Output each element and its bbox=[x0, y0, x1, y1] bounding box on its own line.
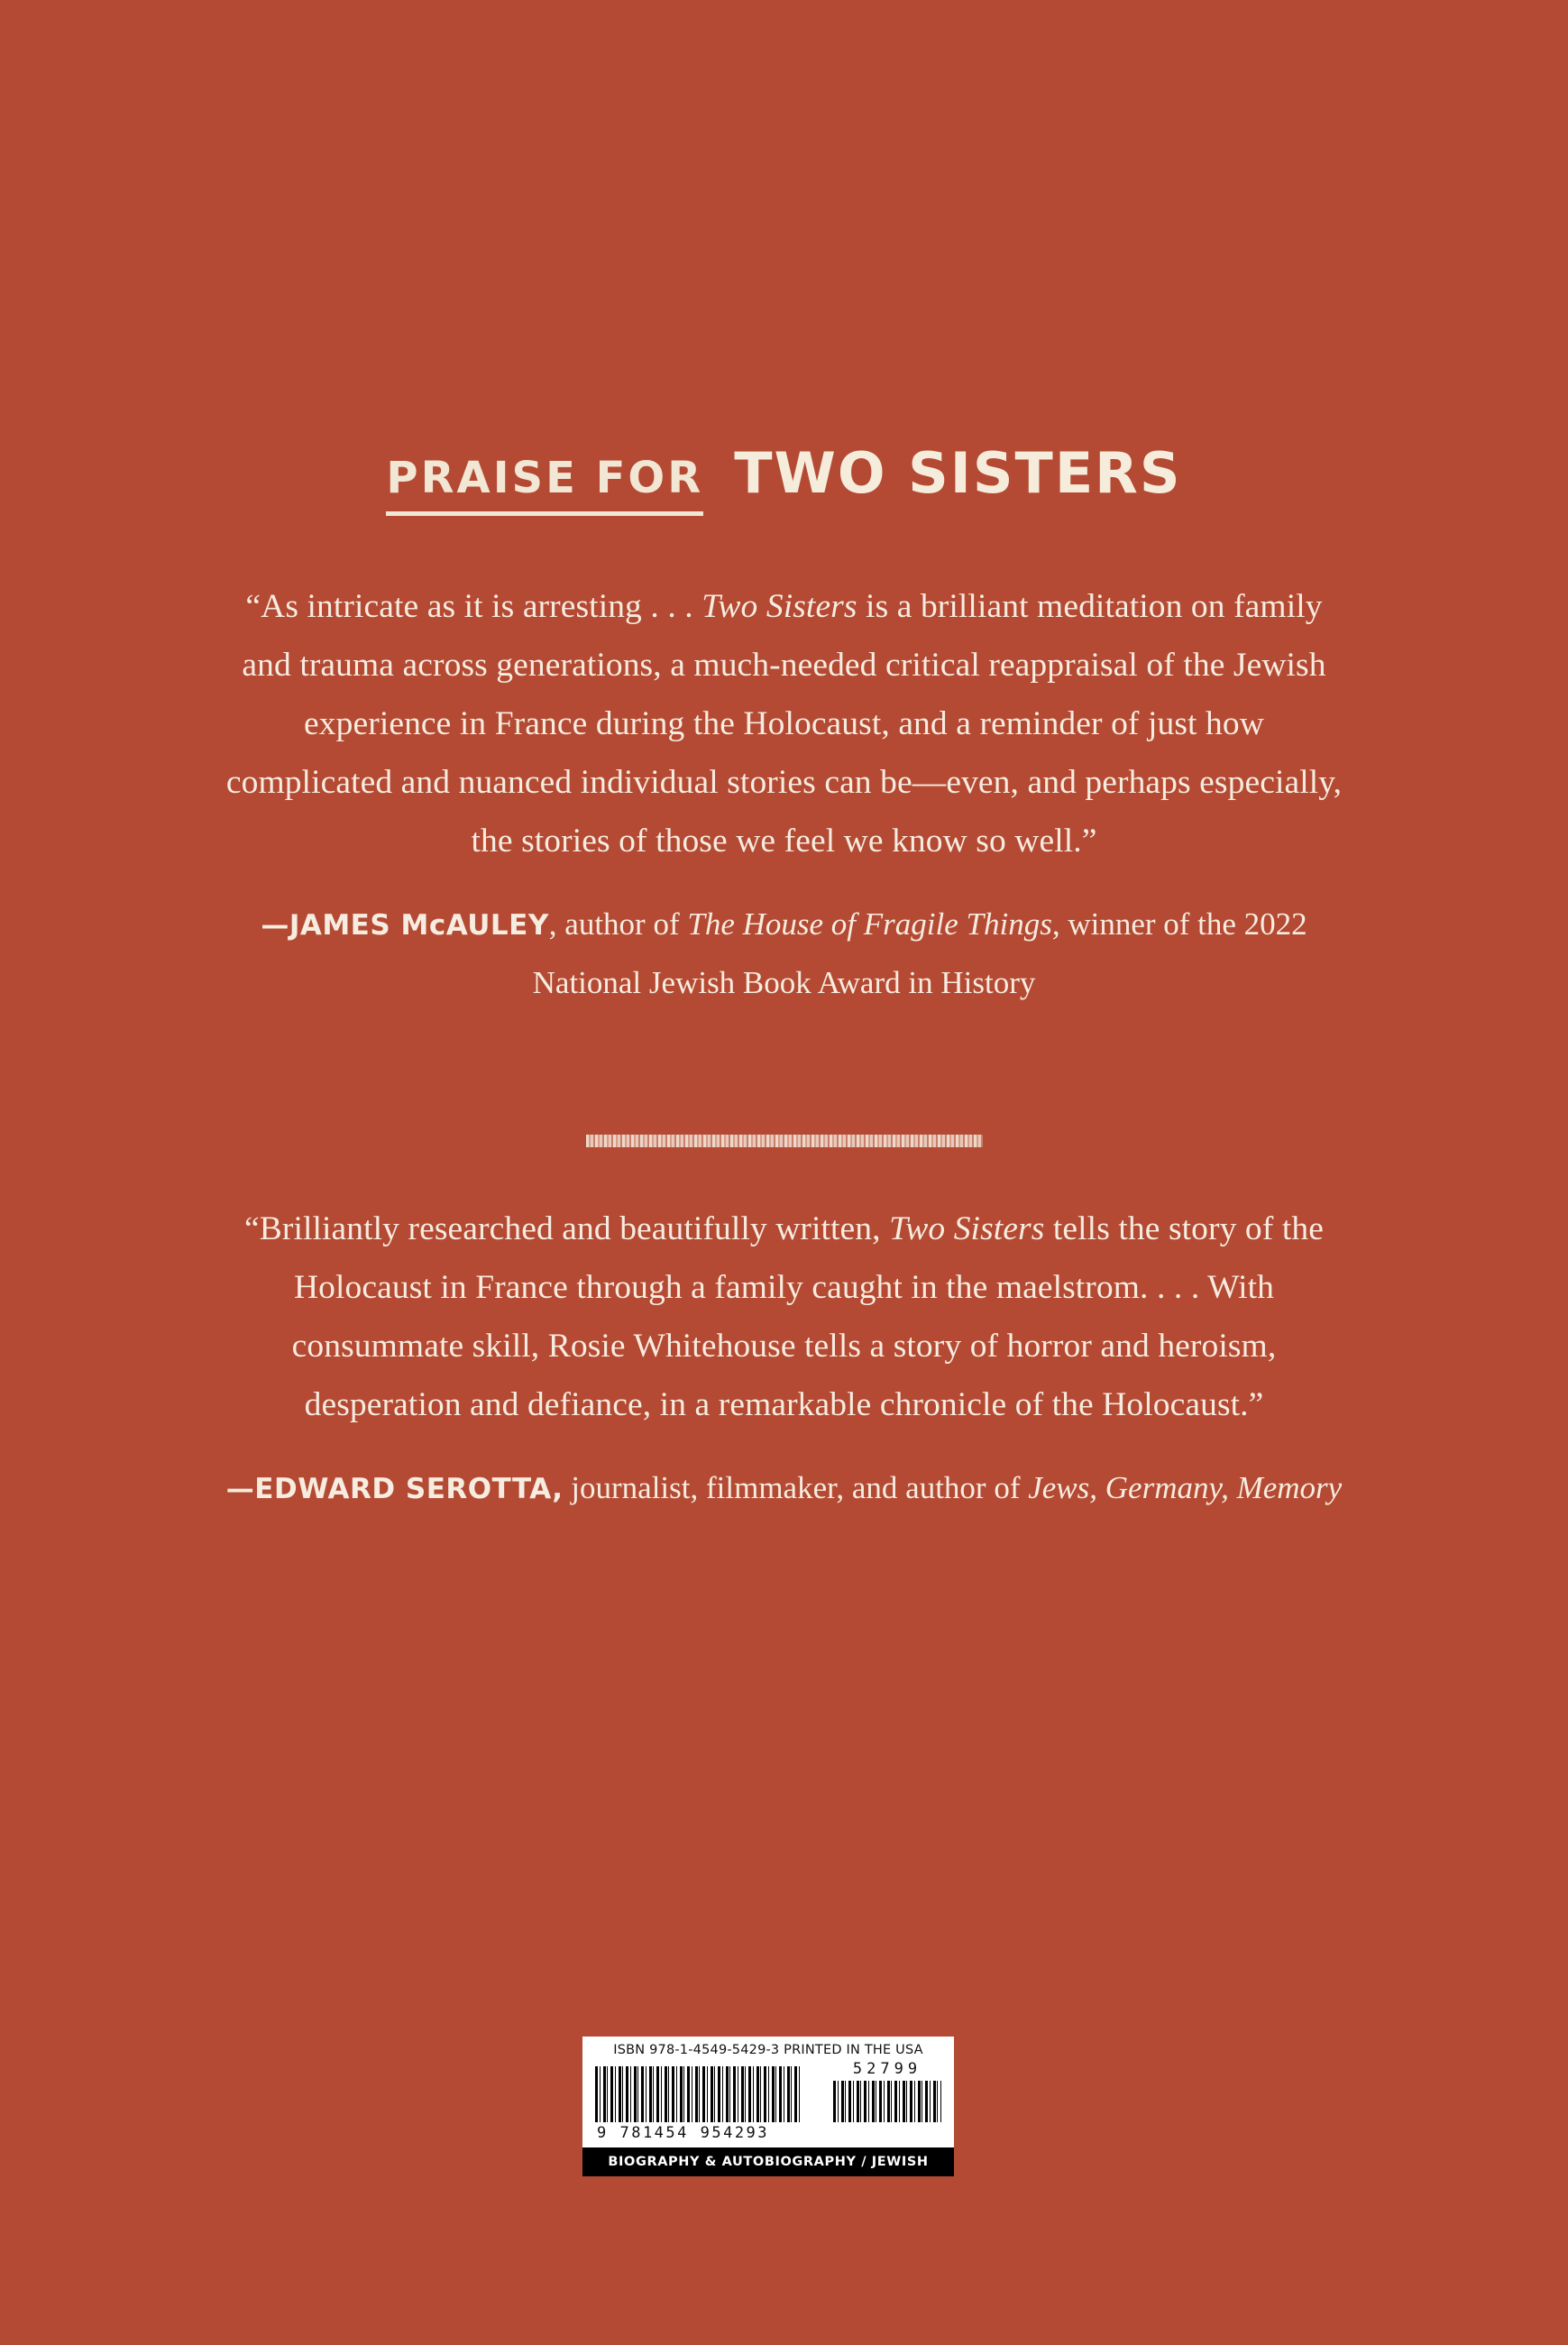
quote-2-part-2: tells the story of the Holocaust in France through a family caught in the maelstrom. . . . With consummate skill, Rosie Whitehouse tells a story of horror and heroism, desperation and defiance, in a remarkable chronicle of the Holocaust.” bbox=[291, 1210, 1324, 1423]
attribution-2-name: —EDWARD SEROTTA, bbox=[225, 1473, 564, 1505]
isbn-barcode-block bbox=[582, 2037, 954, 2176]
ean-barcode-graphic bbox=[595, 2066, 802, 2122]
attribution-2-work: Jews, Germany, Memory bbox=[1028, 1470, 1343, 1505]
book-title-heading: TWO SISTERS bbox=[734, 440, 1182, 506]
quote-2-title: Two Sisters bbox=[889, 1210, 1045, 1247]
praise-heading bbox=[0, 440, 1568, 516]
attribution-1-rest-2: , winner of the 2022 National Jewish Book Award in History bbox=[532, 906, 1307, 1000]
quote-1-part-1: “As intricate as it is arresting . . . bbox=[245, 588, 702, 625]
quote-text-2 bbox=[225, 1200, 1343, 1434]
price-barcode-graphic bbox=[833, 2081, 941, 2122]
barcode-row bbox=[582, 2060, 954, 2122]
praise-for-label: PRAISE FOR bbox=[386, 453, 703, 516]
isbn-text: ISBN 978-1-4549-5429-3 PRINTED IN THE USA bbox=[613, 2043, 923, 2057]
quote-block-1 bbox=[198, 577, 1371, 1011]
ean-digits: 9 781454 954293 bbox=[597, 2124, 770, 2142]
quote-1-title: Two Sisters bbox=[701, 588, 857, 625]
quote-1-part-2: is a brilliant meditation on family and trauma across generations, a much-needed critical reappraisal of the Jewish experience in France during the Holocaust, and a reminder of just how complicated and nuanced individual stories can be—even, and perhaps especially, the stories of those we feel we know so well.” bbox=[225, 588, 1343, 860]
price-code-digits: 52799 bbox=[852, 2060, 922, 2078]
attribution-1-rest-1: , author of bbox=[548, 906, 688, 942]
quote-2-part-1: “Brilliantly researched and beautifully written, bbox=[244, 1210, 890, 1247]
attribution-2 bbox=[225, 1459, 1343, 1518]
category-bar: BIOGRAPHY & AUTOBIOGRAPHY / JEWISH bbox=[582, 2147, 954, 2176]
ornamental-divider bbox=[586, 1135, 983, 1147]
quote-block-2 bbox=[198, 1200, 1371, 1518]
attribution-1-work: The House of Fragile Things bbox=[687, 906, 1052, 942]
attribution-1 bbox=[225, 896, 1343, 1011]
quote-text-1 bbox=[225, 577, 1343, 870]
attribution-1-name: —JAMES McAULEY bbox=[261, 909, 549, 942]
price-code-group bbox=[833, 2060, 941, 2122]
attribution-2-rest-1: journalist, filmmaker, and author of bbox=[563, 1470, 1029, 1505]
